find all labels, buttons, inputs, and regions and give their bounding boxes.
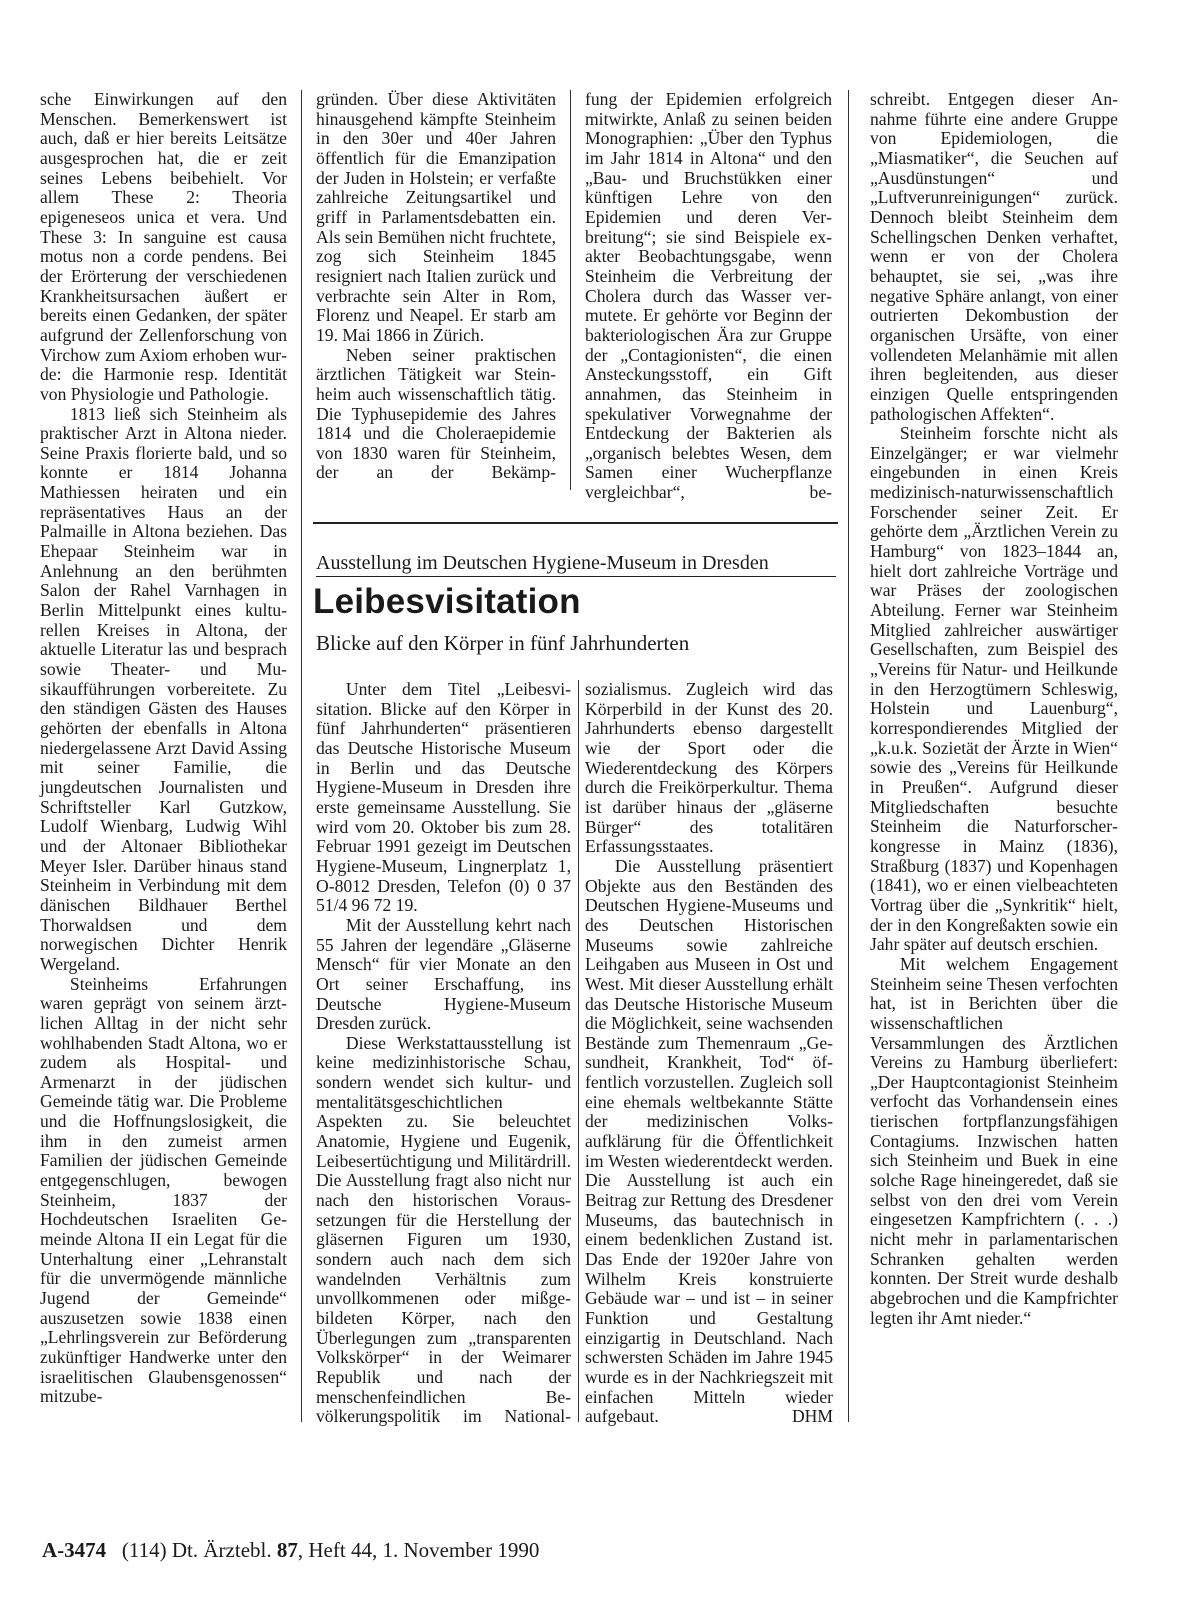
paragraph: schreibt. Entgegen dieser Annahme führte eine andere Gruppe von Epidemiologen, die „Miasmatiker“, die Seuchen auf „Ausdünstungen“ und „Luftverunreinigungen“ zurück. Dennoch bleibt Steinheim dem Schellingschen Denken verhaftet, wenn er von der Cholera behauptet, sie sei, „was ihre negative Sphäre anlangt, von einer outrierten Dekombustion der organischen Ursäfte, von einer vollendeten Melanhämie mit allen ihren begleitenden, aus dieser einzigen Quelle entspringenden pathologischen Affekten“. [870,89,1118,424]
page-code: A-3474 [42,1538,107,1562]
paragraph: Neben seiner praktischen ärztlichen Tätigkeit war Steinheim auch wissenschaftlich tätig. Die Typhusepidemie des Jahres 1814 und die Choleraepidemie von 1830 waren für Steinheim, der an der Bekämp- [316,344,556,483]
section-rule [313,522,838,524]
paragraph: gründen. Über diese Aktivitäten hinausgehend kämpfte Steinheim in den 30er und 40er Jahren öffentlich für die Emanzipation der Juden in Holstein; er verfaßte zahlreiche Zeitungsartikel und griff in Parlamentsdebatten ein. Als sein Bemühen nicht fruchtete, zog sich Steinheim 1845 resigniert nach Italien zurück und verbrachte sein Alter in Rom, Florenz und Neapel. Er starb am 19. Mai 1866 in Zürich. [316,89,556,345]
article-kicker: Ausstellung im Deutschen Hygiene-Museum in Dresden [316,551,836,577]
issue-info: , Heft 44, 1. November 1990 [297,1538,540,1562]
paragraph: fung der Epidemien erfolgreich mitwirkte, Anlaß zu seinen beiden Monographien: „Über den Typhus im Jahr 1814 in Altona“ und den „Bau- und Bruchstükken einer künftigen Lehre von den Epidemien und deren Verbreitung“; sie sind Beispiele exakter Beobachtungsgabe, wenn Steinheim die Verbreitung der Cholera durch das Wasser vermutete. Er gehörte vor Beginn der bakteriologischen Ära zur Gruppe der „Contagionisten“, die einen Ansteckungsstoff, ein Gift annahmen, das Steinheim in spekulativer Vorwegnahme der Entdeckung der Bakterien als „organisch belebtes Wesen, dem Samen einer Wucherpflanze vergleichbar“, be- [585,89,832,503]
paragraph: Steinheims Erfahrungen waren geprägt von seinem ärztlichen Alltag in der nicht sehr wohlhabenden Stadt Altona, wo er zudem als Hospital- und Armenarzt in der jüdischen Gemeinde tätig war. Die Probleme und die Hoffnungslosigkeit, die ihm in den zumeist armen Familien der jüdischen Gemeinde entgegenschlugen, bewogen Steinheim, 1837 der Hochdeutschen Israeliten Gemeinde Altona II ein Legat für die Unterhaltung einer „Lehranstalt für die unvermögende männliche Jugend der Gemeinde“ auszusetzen sowie 1838 einen „Lehrlingsverein zur Beförderung zukünftiger Handwerke unter den israelitischen Glaubensgenossen“ mitzube- [40,973,287,1407]
page-number: (114) [121,1538,167,1562]
journal-name: Dt. Ärztebl. [171,1538,272,1562]
column-divider [848,90,849,1422]
column-divider [578,680,579,1422]
column-3 [585,90,832,503]
column-divider [570,90,571,490]
column-1 [40,90,287,1407]
article-headline: Leibesvisitation [313,582,581,621]
paragraph: Mit welchem Engagement Steinheim seine Thesen verfochten hat, ist in Berichten über die wissenschaftlichen Versammlungen des Ärztlichen Vereins zu Hamburg überliefert: „Der Hauptcontagionist Steinheim verfocht das Vorhandensein eines tierischen fortpflanzungsfähigen Contagiums. Inzwischen hatten sich Steinheim und Buek in eine solche Rage hineingeredet, daß sie selbst von den drei vom Verein eingesetzen Kampfrichtern (. . .) nicht mehr in parlamentarischen Schranken gehalten werden konnten. Der Streit wurde deshalb abgebrochen und die Kampfrichter legten ihr Amt nieder.“ [870,953,1118,1328]
paragraph: 1813 ließ sich Steinheim als praktischer Arzt in Altona nieder. Seine Praxis florierte bald, und so konnte er 1814 Johanna Mathiessen heiraten und ein repräsentatives Haus an der Palmaille in Altona beziehen. Das Ehepaar Steinheim war in Anlehnung an den berühmten Salon der Rahel Varnhagen in Berlin Mittelpunkt eines kulturellen Kreises in Altona, der aktuelle Literatur las und besprach sowie Theater- und Musikaufführungen vorbereitete. Zu den ständigen Gästen des Hauses gehörten der ebenfalls in Altona niedergelassene Arzt David Assing mit seiner Familie, die jungdeutschen Journalisten und Schriftsteller Karl Gutzkow, Ludolf Wienbarg, Ludwig Wihl und der Altonaer Bibliothekar Meyer Isler. Darüber hinaus stand Steinheim in Verbindung mit dem dänischen Bildhauer Berthel Thorwaldsen und dem norwegischen Dichter Henrik Wergeland. [40,403,287,974]
paragraph: sozialismus. Zugleich wird das Körperbild in der Kunst des 20. Jahrhunderts ebenso dargestellt wie der Sport oder die Wiederentdeckung des Körpers durch die Freikörperkultur. Thema ist darüber hinaus der „gläserne Bürger“ des totalitären Erfassungsstaates. [585,679,833,857]
paragraph: Unter dem Titel „Leibesvisitation. Blicke auf den Körper in fünf Jahrhunderten“ präsentieren das Deutsche Historische Museum in Berlin und das Deutsche Hygiene-Museum in Dresden ihre erste gemeinsame Ausstellung. Sie wird vom 20. Oktober bis zum 28. Februar 1991 gezeigt im Deutschen Hygiene-Museum, Lingnerplatz 1, O-8012 Dresden, Telefon (0) 0 37 51/4 96 72 19. [316,679,571,916]
paragraph-text: Die Ausstellung präsentiert Objekte aus den Beständen des Deutschen Hygiene-Museums und des Deutschen Historischen Museums sowie zahlreiche Leihgaben aus Museen in Ost und West. Mit dieser Ausstellung erhält das Deutsche Historische Museum die Möglichkeit, seine wachsenden Bestände zum Themenraum „Gesundheit, Krankheit, Tod“ öffentlich vorzustellen. Zugleich soll eine ehemals weltbekannte Stätte der medizinischen Volksaufklärung für die Öffentlichkeit im Westen wiederentdeckt werden. Die Ausstellung ist auch ein Beitrag zur Rettung des Dresdener Museums, das bautechnisch in einem bedenklichen Zustand ist. Das Ende der 1920er Jahre von Wilhelm Kreis konstruierte Gebäude war – und ist – in seiner Funktion und Gestaltung einzigartig in Deutschland. Nach schwersten Schäden im Jahre 1945 wurde es in der Nachkriegszeit mit einfachen Mitteln wieder aufgebaut. [585,855,833,1427]
article-column-2 [585,680,833,1427]
article-subhead: Blicke auf den Körper in fünf Jahrhunderten [316,631,690,655]
page-footer [42,1537,539,1563]
column-2 [316,90,556,483]
volume-number: 87 [276,1538,298,1562]
paragraph: sche Einwirkungen auf den Menschen. Bemerkenswert ist auch, daß er hier bereits Leitsätze ausgesprochen hat, die er zeit seines Lebens beibehielt. Vor allem These 2: Theoria epigeneseos unica et vera. Und These 3: In sanguine est causa motus non a corde pendens. Bei der Erörterung der verschiedenen Krankheitsursachen äußert er bereits einen Gedanken, der später aufgrund der Zellenforschung von Virchow zum Axiom erhoben wurde: die Harmonie resp. Identität von Physiologie und Pathologie. [40,89,287,404]
paragraph: Mit der Ausstellung kehrt nach 55 Jahren der legendäre „Gläserne Mensch“ für vier Monate an den Ort seiner Erschaffung, ins Deutsche Hygiene-Museum Dresden zurück. [316,914,571,1034]
column-divider [301,90,302,1422]
article-column-1 [316,680,571,1427]
author-signature: DHM [791,1406,833,1427]
paragraph: Steinheim forschte nicht als Einzelgänger; er war vielmehr eingebunden in einen Kreis medizinisch-naturwissenschaftlich Forschender seiner Zeit. Er gehörte dem „Ärztlichen Verein zu Hamburg“ von 1823–1844 an, hielt dort zahlreiche Vorträge und war Präses der zoologischen Abteilung. Ferner war Steinheim Mitglied zahlreicher auswärtiger Gesellschaften, zum Beispiel des „Vereins für Natur- und Heilkunde in den Herzogtümern Schleswig, Holstein und Lauenburg“, korrespondierendes Mitglied der „k.u.k. Sozietät der Ärzte in Wien“ sowie des „Vereins für Heilkunde in Preußen“. Aufgrund dieser Mitgliedschaften besuchte Steinheim die Naturforscherkongresse in Mainz (1836), Straßburg (1837) und Kopenhagen (1841), wo er einen vielbeachteten Vortrag über die „Synkritik“ hielt, der in den Kongreßakten sowie ein Jahr später auf deutsch erschien. [870,423,1118,955]
paragraph: Diese Werkstattausstellung ist keine medizinhistorische Schau, sondern wendet sich kultur- und mentalitätsgeschichtlichen Aspekten zu. Sie beleuchtet Anatomie, Hygiene und Eugenik, Leibesertüchtigung und Militärdrill. Die Ausstellung fragt also nicht nur nach den historischen Voraussetzungen für die Herstellung der gläsernen Figuren um 1930, sondern auch nach dem sich wandelnden Verhältnis zum unvollkommenen oder mißgebildeten Körper, nach den Überlegungen zum „transparenten Volkskörper“ in der Weimarer Republik und nach der menschenfeindlichen Bevölkerungspolitik im National- [316,1032,571,1427]
paragraph [585,857,833,1427]
column-4 [870,90,1118,1328]
